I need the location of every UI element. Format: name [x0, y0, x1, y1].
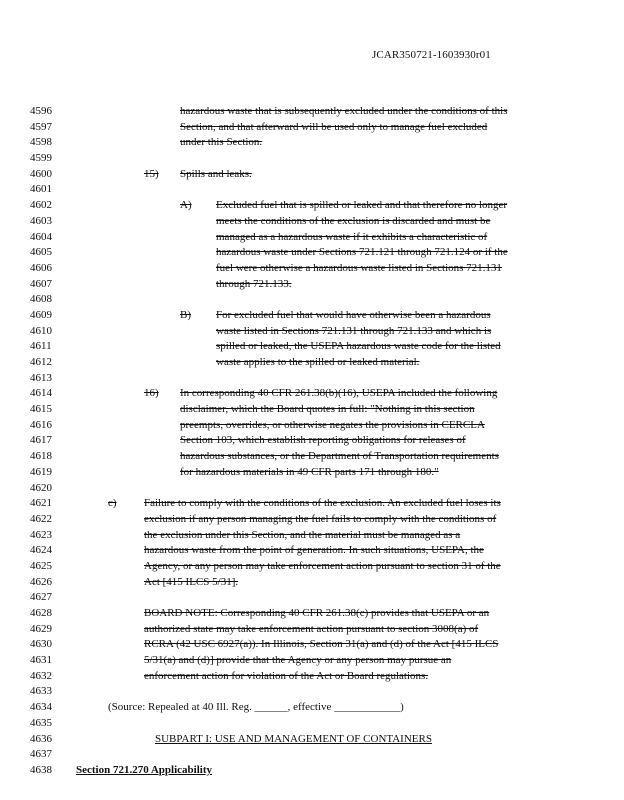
line-number: 4606 — [30, 261, 52, 274]
struck-text: spilled or leaked, the USEPA hazardous waste code for the listed — [216, 340, 501, 353]
struck-text: for hazardous materials in 49 CFR parts 171 through 180." — [180, 465, 439, 478]
struck-text: Section 103, which establish reporting obligations for releases of — [180, 434, 466, 447]
document-line — [0, 716, 624, 732]
document-line — [0, 763, 624, 779]
line-number: 4611 — [30, 340, 52, 353]
document-line — [0, 528, 624, 544]
line-number: 4637 — [30, 748, 52, 761]
document-line — [0, 418, 624, 434]
document-line — [0, 371, 624, 387]
line-number: 4605 — [30, 246, 52, 259]
struck-text: waste listed in Sections 721.131 through 721.133 and which is — [216, 324, 492, 337]
struck-text: hazardous waste from the point of generation. In such situations, USEPA, the — [144, 544, 484, 557]
line-number: 4621 — [30, 497, 52, 510]
document-line — [0, 277, 624, 293]
struck-text: authorized state may take enforcement action pursuant to section 3008(a) of — [144, 622, 479, 635]
document-line — [0, 182, 624, 198]
document-line — [0, 496, 624, 512]
line-number: 4629 — [30, 622, 52, 635]
struck-text: 16) — [144, 387, 159, 400]
line-number: 4597 — [30, 120, 52, 133]
line-number: 4618 — [30, 450, 52, 463]
line-number: 4599 — [30, 152, 52, 165]
line-number: 4630 — [30, 638, 52, 651]
document-line — [0, 245, 624, 261]
document-line — [0, 433, 624, 449]
line-number: 4619 — [30, 465, 52, 478]
document-line — [0, 167, 624, 183]
line-number: 4628 — [30, 607, 52, 619]
document-line — [0, 512, 624, 528]
document-line — [0, 339, 624, 355]
struck-text: Spills and leaks. — [180, 167, 252, 180]
line-number: 4627 — [30, 591, 52, 604]
struck-text: under this Section. — [180, 136, 263, 149]
document-line — [0, 747, 624, 763]
line-number: 4638 — [30, 763, 52, 776]
document-line — [0, 481, 624, 497]
document-line — [0, 135, 624, 151]
document-line — [0, 386, 624, 402]
line-number: 4624 — [30, 544, 52, 557]
document-line — [0, 104, 624, 120]
struck-text: A) — [180, 199, 192, 212]
struck-text: preempts, overrides, or otherwise negates the provisions in CERCLA — [180, 418, 485, 431]
line-number: 4635 — [30, 716, 52, 729]
document-line — [0, 684, 624, 700]
document-line — [0, 590, 624, 606]
line-number: 4603 — [30, 214, 52, 227]
line-text: Section 721.270 Applicability — [76, 763, 212, 776]
struck-text: managed as a hazardous waste if it exhibits a characteristic of — [216, 230, 488, 243]
line-number: 4616 — [30, 418, 52, 431]
struck-text: disclaimer, which the Board quotes in full: "Nothing in this section — [180, 403, 475, 416]
struck-text: hazardous substances, or the Department of Transportation requirements — [180, 450, 499, 463]
line-number: 4617 — [30, 434, 52, 447]
line-number: 4613 — [30, 371, 52, 384]
line-number: 4636 — [30, 732, 52, 745]
document-line — [0, 622, 624, 638]
struck-text: meets the conditions of the exclusion is discarded and must be — [216, 214, 491, 227]
line-number: 4623 — [30, 528, 52, 541]
line-number: 4622 — [30, 512, 52, 525]
struck-text: Excluded fuel that is spilled or leaked and that therefore no longer — [216, 199, 508, 212]
line-number: 4625 — [30, 559, 52, 572]
document-line — [0, 308, 624, 324]
line-number: 4631 — [30, 654, 52, 667]
line-number: 4596 — [30, 105, 52, 117]
document-line — [0, 151, 624, 167]
line-number: 4615 — [30, 403, 52, 416]
struck-text: c) — [108, 497, 117, 510]
struck-text: Agency, or any person may take enforcement action pursuant to section 31 of the — [144, 559, 501, 572]
document-line — [0, 292, 624, 308]
line-number: 4607 — [30, 277, 52, 290]
document-line — [0, 261, 624, 277]
line-number: 4620 — [30, 481, 52, 494]
struck-text: enforcement action for violation of the Act or Board regulations. — [144, 669, 429, 682]
document-line — [0, 214, 624, 230]
document-line — [0, 732, 624, 748]
document-line — [0, 669, 624, 685]
struck-text: 15) — [144, 167, 159, 180]
document-line — [0, 355, 624, 371]
document-line — [0, 575, 624, 591]
struck-text: Failure to comply with the conditions of the exclusion. An excluded fuel loses its — [144, 497, 501, 510]
document-line — [0, 198, 624, 214]
struck-text: through 721.133. — [216, 277, 292, 290]
struck-text: waste applies to the spilled or leaked material. — [216, 356, 420, 368]
document-line — [0, 324, 624, 340]
document-line — [0, 700, 624, 716]
struck-text: hazardous waste that is subsequently excluded under the conditions of this — [180, 105, 508, 117]
document-line — [0, 449, 624, 465]
line-number: 4600 — [30, 167, 52, 180]
struck-text: BOARD NOTE: Corresponding 40 CFR 261.38(c) provides that USEPA or an — [144, 607, 490, 619]
line-number: 4598 — [30, 136, 52, 149]
struck-text: B) — [180, 308, 191, 321]
line-number: 4626 — [30, 575, 52, 588]
line-text: (Source: Repealed at 40 Ill. Reg. ______, effective ____________) — [108, 701, 404, 714]
document-line — [0, 606, 624, 622]
line-number: 4612 — [30, 356, 52, 368]
document-line — [0, 120, 624, 136]
struck-text: the exclusion under this Section, and the material must be managed as a — [144, 528, 461, 541]
document-id: JCAR350721-1603930r01 — [372, 49, 491, 61]
line-number: 4634 — [30, 701, 52, 714]
document-line — [0, 230, 624, 246]
struck-text: Section, and that afterward will be used only to manage fuel excluded — [180, 120, 488, 133]
line-number: 4608 — [30, 293, 52, 306]
document-line — [0, 543, 624, 559]
document-line — [0, 465, 624, 481]
struck-text: 5/31(a) and (d)] provide that the Agency or any person may pursue an — [144, 654, 452, 667]
document-line — [0, 559, 624, 575]
line-number: 4602 — [30, 199, 52, 212]
document-line — [0, 653, 624, 669]
document-line — [0, 637, 624, 653]
line-number: 4604 — [30, 230, 52, 243]
struck-text: For excluded fuel that would have otherwise been a hazardous — [216, 308, 491, 321]
line-number: 4632 — [30, 669, 52, 682]
struck-text: In corresponding 40 CFR 261.38(b)(16), USEPA included the following — [180, 387, 498, 400]
struck-text: fuel were otherwise a hazardous waste listed in Sections 721.131 — [216, 261, 502, 274]
struck-text: exclusion if any person managing the fuel fails to comply with the conditions of — [144, 512, 497, 525]
line-number: 4610 — [30, 324, 52, 337]
struck-text: RCRA (42 USC 6927(a)). In Illinois, Section 31(a) and (d) of the Act [415 ILCS — [144, 638, 499, 651]
line-text: SUBPART I: USE AND MANAGEMENT OF CONTAINERS — [155, 732, 432, 745]
struck-text: Act [415 ILCS 5/31]. — [144, 575, 239, 588]
line-number: 4614 — [30, 387, 52, 400]
document-body — [0, 104, 624, 779]
struck-text: hazardous waste under Sections 721.121 through 721.124 or if the — [216, 246, 508, 259]
line-number: 4609 — [30, 308, 52, 321]
document-line — [0, 402, 624, 418]
line-number: 4633 — [30, 685, 52, 698]
line-number: 4601 — [30, 183, 52, 196]
